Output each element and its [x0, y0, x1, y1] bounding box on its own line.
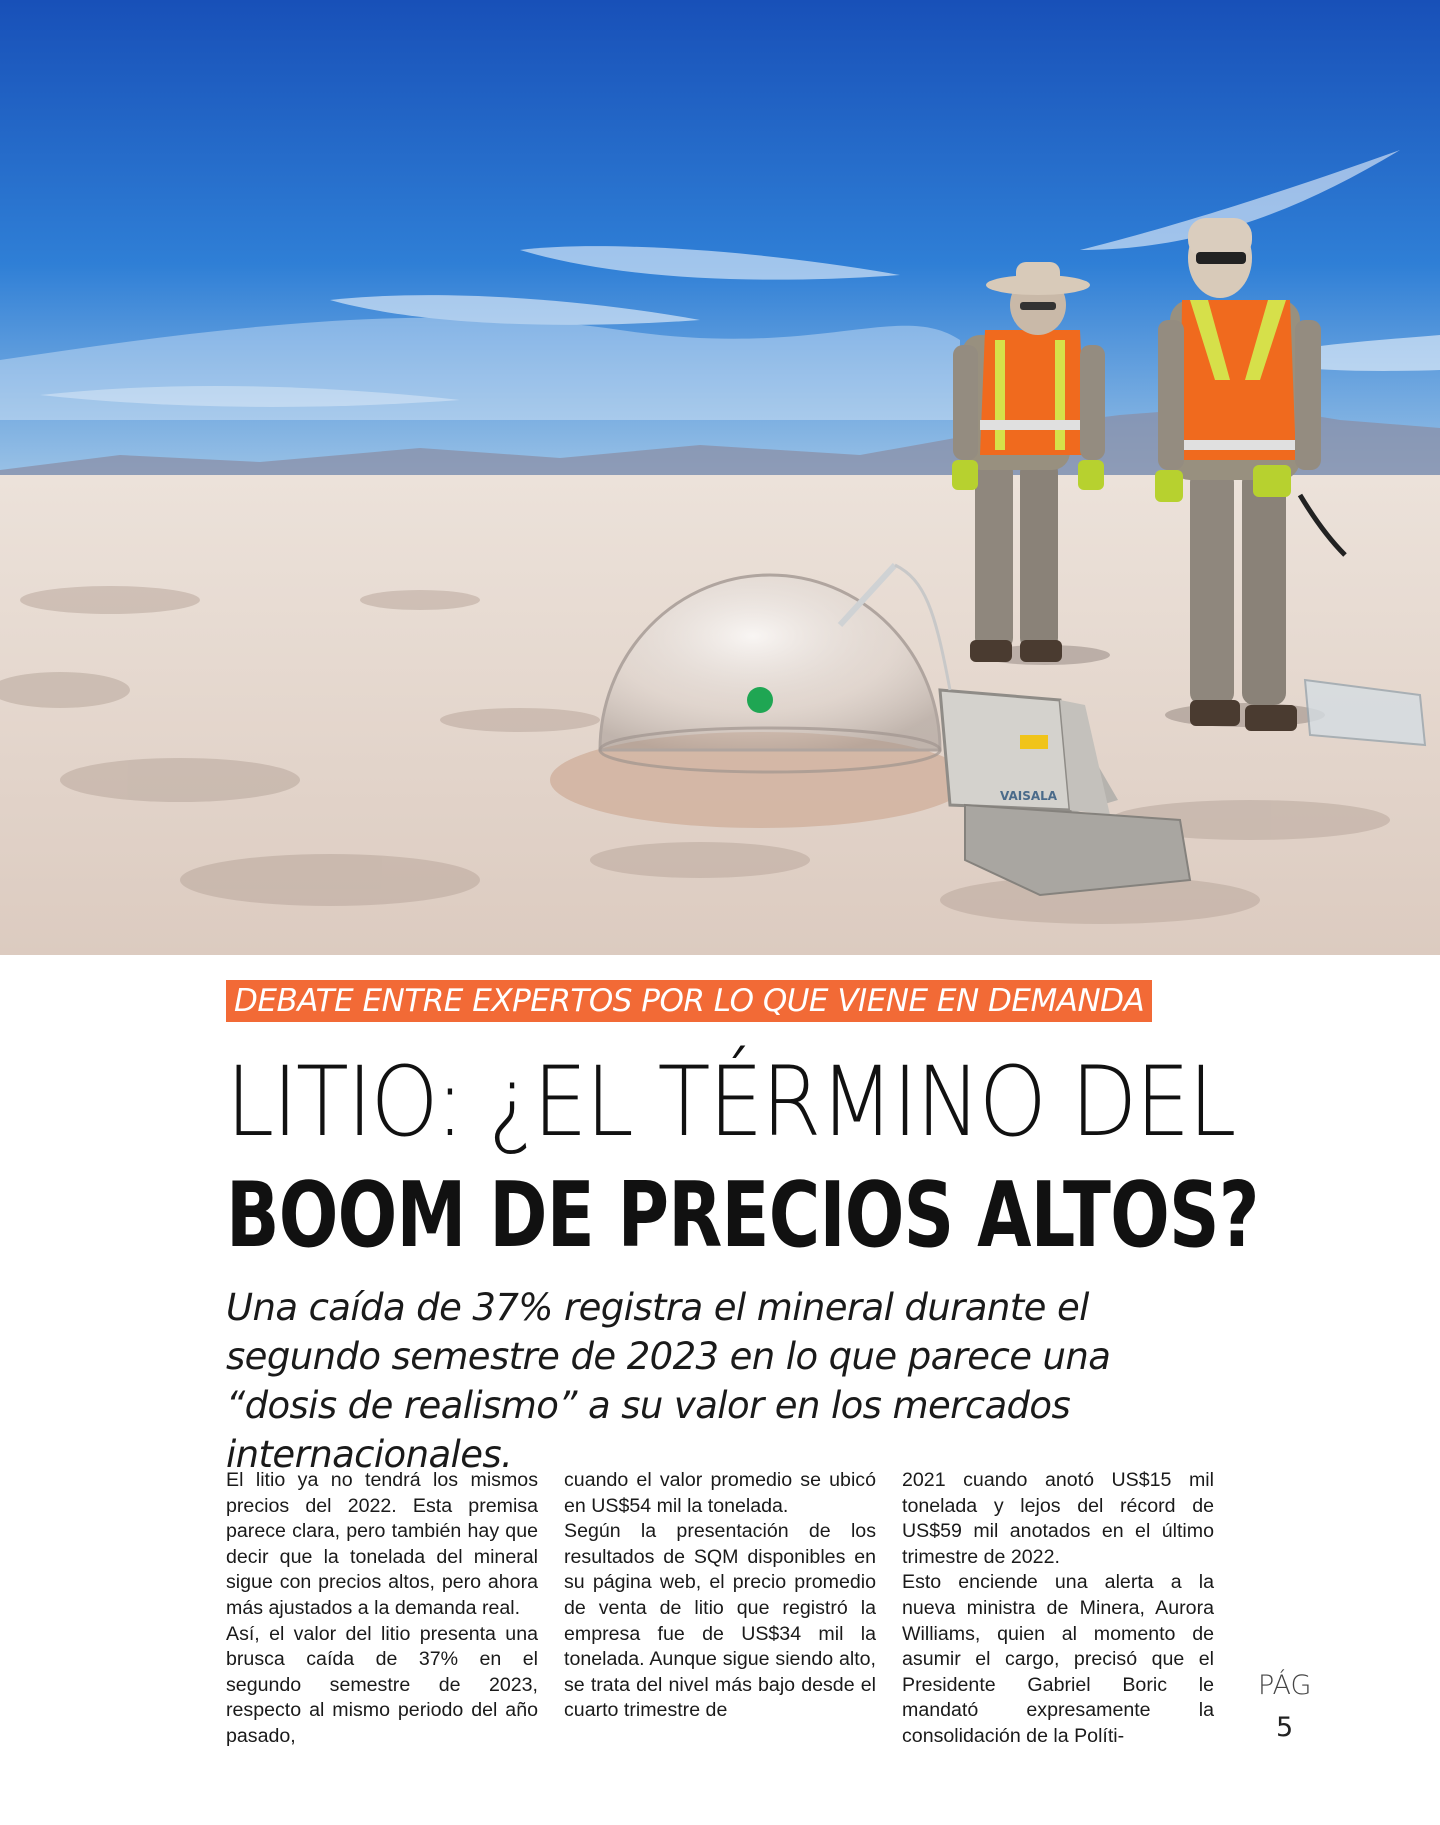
- article-body: [226, 1468, 1216, 1747]
- deck-subtitle: Una caída de 37% registra el mineral durante el segundo semestre de 2023 en lo que parece una “dosis de realismo” a su valor en los mercados internacionales.: [226, 1286, 1111, 1476]
- body-column-1: [226, 1468, 538, 1747]
- body-column-3: [902, 1468, 1214, 1747]
- body-column-2: [564, 1468, 876, 1728]
- headline-line-1: LITIO: ¿EL TÉRMINO DEL: [226, 1046, 1235, 1158]
- paragraph: Esto enciende una alerta a la nueva ministra de Minera, Aurora Williams, quien al momento de asumir el cargo, precisó que el Presidente Gabriel Boric le mandató expresamente la consolidación de la Políti-: [902, 1571, 1214, 1747]
- paragraph: Según la presentación de los resultados de SQM disponibles en su página web, el precio promedio de venta de litio que registró la empresa fue de US$34 mil la tonelada. Aunque sigue siendo alto, se trata del nivel más bajo desde el cuarto trimestre de: [564, 1520, 876, 1722]
- case-brand: VAISALA: [1000, 789, 1058, 803]
- page-number: 5: [1276, 1712, 1294, 1743]
- kicker-label: DEBATE ENTRE EXPERTOS POR LO QUE VIENE EN DEMANDA: [226, 980, 1152, 1022]
- paragraph: 2021 cuando anotó US$15 mil tonelada y lejos del récord de US$59 mil anotados en el último trimestre de 2022.: [902, 1469, 1214, 1568]
- page-label: PÁG: [1258, 1670, 1312, 1701]
- sensor: [747, 687, 773, 713]
- paragraph: Así, el valor del litio presenta una brusca caída de 37% en el segundo semestre de 2023, respecto al mismo periodo del año pasado,: [226, 1622, 538, 1747]
- headline-line-2: BOOM DE PRECIOS ALTOS?: [226, 1163, 1259, 1268]
- paragraph: El litio ya no tendrá los mismos precios del 2022. Esta premisa parece clara, pero también hay que decir que la tonelada del mineral sigue con precios altos, pero ahora más ajustados a la demanda real.: [226, 1469, 538, 1619]
- paragraph: cuando el valor promedio se ubicó en US$54 mil la tonelada.: [564, 1469, 876, 1517]
